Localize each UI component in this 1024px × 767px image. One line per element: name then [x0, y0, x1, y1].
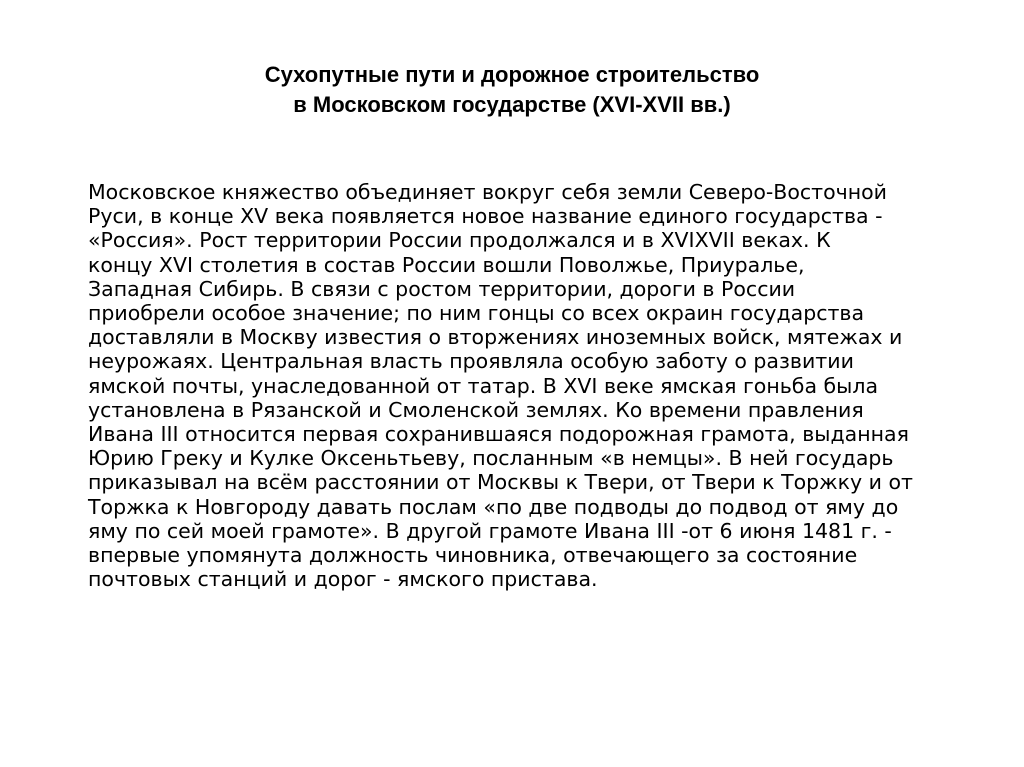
- body-line: Западная Сибирь. В связи с ростом территории, дороги в России: [88, 276, 796, 301]
- body-line: Руси, в конце XV века появляется новое название единого государства -: [88, 204, 883, 229]
- body-line: почтовых станций и дорог - ямского пристава.: [88, 567, 598, 592]
- body-text: [88, 180, 978, 591]
- body-line: приказывал на всём расстоянии от Москвы к Твери, от Твери к Торжку и от: [88, 470, 913, 495]
- slide-title: [0, 60, 1024, 120]
- title-line: Сухопутные пути и дорожное строительство: [264, 62, 760, 87]
- body-line: Торжка к Новгороду давать послам «по две подводы до подвод от яму до: [88, 494, 899, 519]
- body-line: приобрели особое значение; по ним гонцы со всех окраин государства: [88, 301, 865, 326]
- body-line: впервые упомянута должность чиновника, отвечающего за состояние: [88, 543, 858, 568]
- body-line: «Россия». Рост территории России продолжался и в XVIXVII веках. К: [88, 228, 831, 253]
- body-line: установлена в Рязанской и Смоленской землях. Ко времени правления: [88, 397, 864, 422]
- body-line: неурожаях. Центральная власть проявляла особую заботу о развитии: [88, 349, 854, 374]
- body-line: доставляли в Москву известия о вторжениях иноземных войск, мятежах и: [88, 325, 903, 350]
- body-line: яму по сей моей грамоте». В другой грамоте Ивана III -от 6 июня 1481 г. -: [88, 518, 892, 543]
- body-line: Юрию Греку и Кулке Оксеньтьеву, посланным «в немцы». В ней государь: [88, 446, 894, 471]
- body-line: Московское княжество объединяет вокруг себя земли Северо-Восточной: [88, 180, 888, 204]
- title-line: в Московском государстве (XVI-XVII вв.): [293, 92, 731, 117]
- body-line: ямской почты, унаследованной от татар. В XVI веке ямская гоньба была: [88, 373, 879, 398]
- body-line: Ивана III относится первая сохранившаяся подорожная грамота, выданная: [88, 422, 909, 447]
- body-line: концу XVI столетия в состав России вошли Поволжье, Приуралье,: [88, 252, 805, 277]
